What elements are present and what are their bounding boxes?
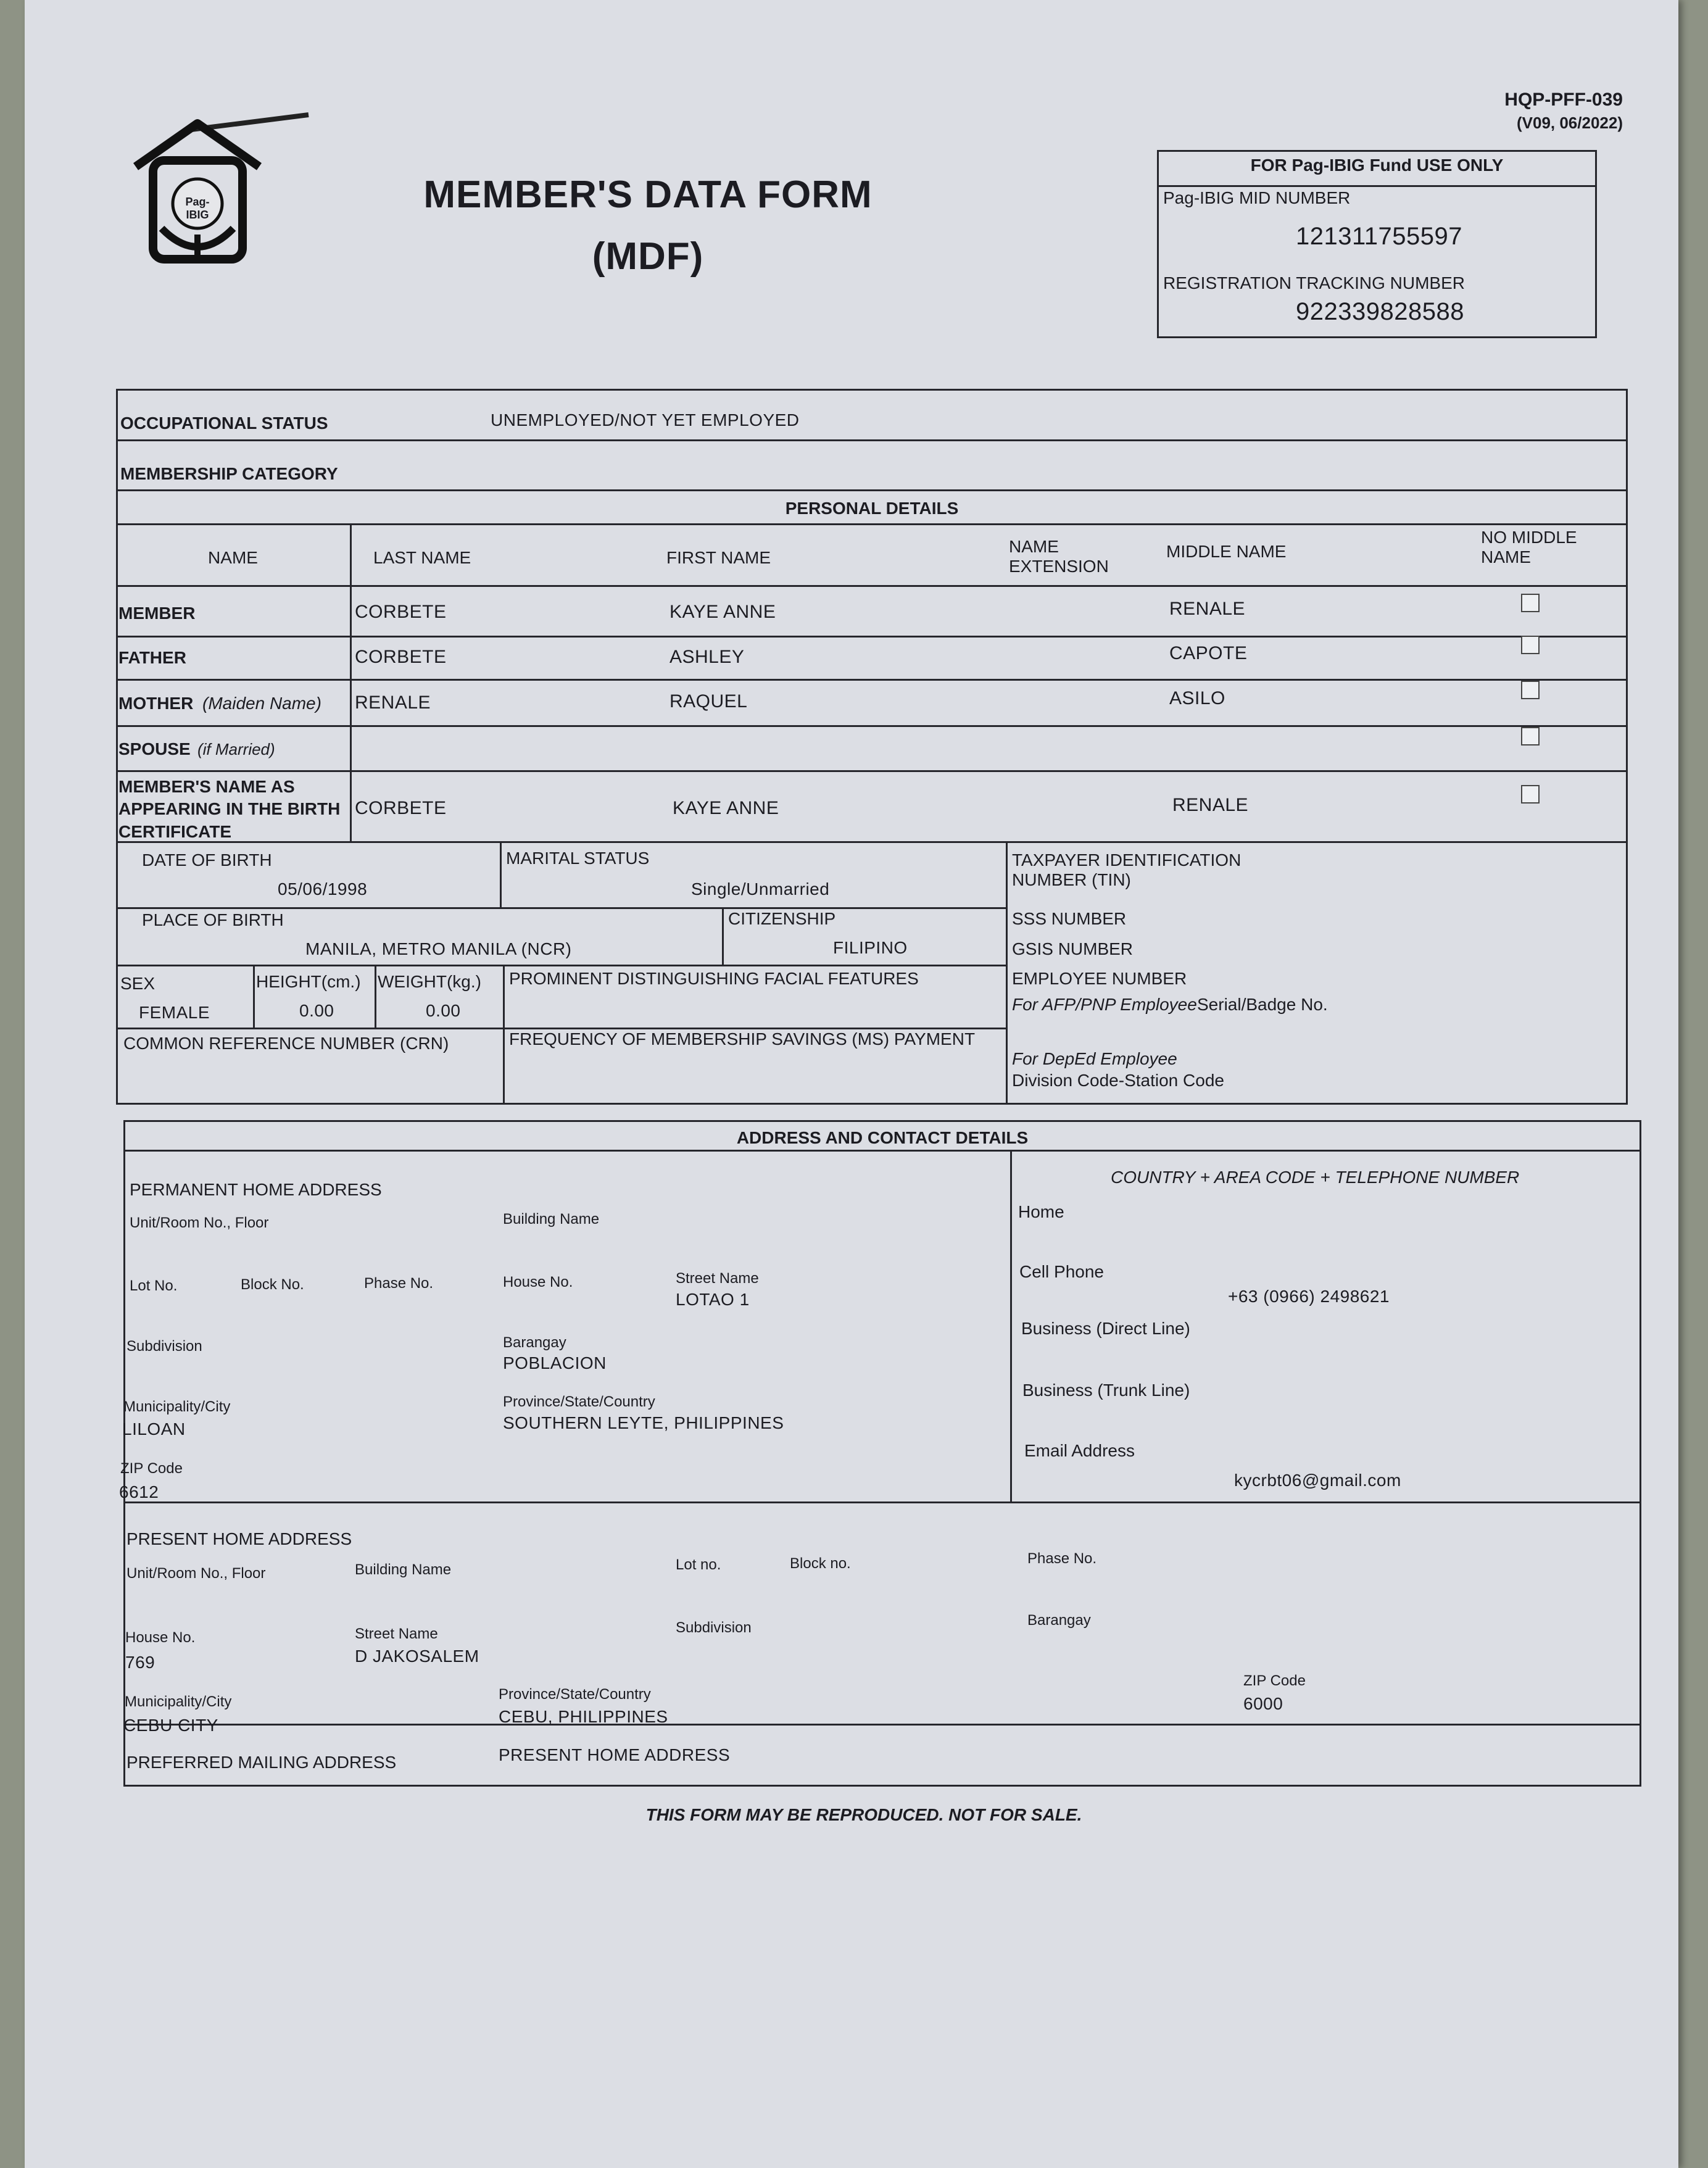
birth-cert-no-middle-checkbox[interactable] xyxy=(1521,785,1540,804)
row-mother-note: (Maiden Name) xyxy=(202,694,321,713)
perm-province-value[interactable]: SOUTHERN LEYTE, PHILIPPINES xyxy=(503,1413,784,1432)
form-title: MEMBER'S DATA FORM xyxy=(423,173,873,216)
perm-unit-label: Unit/Room No., Floor xyxy=(130,1215,269,1231)
perm-municipality-value[interactable]: LILOAN xyxy=(122,1419,186,1439)
pres-province-label: Province/State/Country xyxy=(499,1686,651,1703)
pres-province-value[interactable]: CEBU, PHILIPPINES xyxy=(499,1707,668,1726)
marital-status-value[interactable]: Single/Unmarried xyxy=(691,879,830,899)
birth-cert-first-name[interactable]: KAYE ANNE xyxy=(673,798,779,818)
form-code: HQP-PFF-039 xyxy=(1504,89,1623,110)
member-last-name[interactable]: CORBETE xyxy=(355,602,447,622)
row-member-label: MEMBER xyxy=(118,604,196,623)
perm-province-label: Province/State/Country xyxy=(503,1393,655,1410)
pres-lot-label: Lot no. xyxy=(676,1556,721,1573)
citizenship-value[interactable]: FILIPINO xyxy=(833,938,908,957)
perm-block-label: Block No. xyxy=(241,1276,304,1293)
member-middle-name[interactable]: RENALE xyxy=(1169,599,1246,619)
perm-municipality-label: Municipality/City xyxy=(123,1398,231,1415)
height-label: HEIGHT(cm.) xyxy=(256,972,361,991)
place-of-birth-value[interactable]: MANILA, METRO MANILA (NCR) xyxy=(305,939,572,958)
employee-number-label: EMPLOYEE NUMBER xyxy=(1012,969,1187,988)
mother-middle-name[interactable]: ASILO xyxy=(1169,688,1225,708)
father-no-middle-checkbox[interactable] xyxy=(1521,636,1540,654)
pres-zip-label: ZIP Code xyxy=(1243,1672,1306,1689)
permanent-address-title: PERMANENT HOME ADDRESS xyxy=(130,1180,382,1199)
col-header-last-name: LAST NAME xyxy=(373,548,471,567)
office-use-heading: FOR Pag-IBIG Fund USE ONLY xyxy=(1250,156,1504,175)
logo-text: Pag-IBIG xyxy=(185,196,210,221)
perm-barangay-value[interactable]: POBLACION xyxy=(503,1353,607,1373)
height-value[interactable]: 0.00 xyxy=(299,1001,334,1020)
cell-phone-value[interactable]: +63 (0966) 2498621 xyxy=(1228,1287,1390,1306)
ms-frequency-label: FREQUENCY OF MEMBERSHIP SAVINGS (MS) PAYMENT xyxy=(509,1029,976,1049)
pres-house-value[interactable]: 769 xyxy=(125,1653,155,1672)
perm-street-label: Street Name xyxy=(676,1270,759,1287)
row-spouse-label: SPOUSE xyxy=(118,739,191,758)
pres-municipality-value[interactable]: CEBU CITY xyxy=(123,1716,218,1735)
birth-cert-middle-name[interactable]: RENALE xyxy=(1172,795,1249,815)
occupational-status-label: OCCUPATIONAL STATUS xyxy=(120,413,328,433)
present-address-title: PRESENT HOME ADDRESS xyxy=(126,1529,352,1548)
afp-employee-label: For AFP/PNP Employee xyxy=(1012,995,1197,1014)
email-value[interactable]: kycrbt06@gmail.com xyxy=(1234,1471,1401,1490)
mother-no-middle-checkbox[interactable] xyxy=(1521,681,1540,699)
pres-building-label: Building Name xyxy=(355,1561,452,1578)
home-phone-label: Home xyxy=(1018,1202,1064,1221)
personal-section-box xyxy=(116,389,1628,1105)
pag-ibig-logo xyxy=(123,111,321,272)
occupational-status-value[interactable]: UNEMPLOYED/NOT YET EMPLOYED xyxy=(491,410,800,430)
col-header-no-middle-name: NO MIDDLE NAME xyxy=(1481,528,1577,567)
gsis-label: GSIS NUMBER xyxy=(1012,939,1134,958)
member-no-middle-checkbox[interactable] xyxy=(1521,594,1540,612)
col-header-name-extension: NAME EXTENSION xyxy=(1009,537,1109,576)
row-spouse-note: (if Married) xyxy=(197,740,275,758)
business-trunk-label: Business (Trunk Line) xyxy=(1022,1381,1190,1400)
afp-serial-label: Serial/Badge No. xyxy=(1197,995,1328,1014)
pres-unit-label: Unit/Room No., Floor xyxy=(126,1565,266,1582)
dob-value[interactable]: 05/06/1998 xyxy=(278,879,368,899)
father-first-name[interactable]: ASHLEY xyxy=(670,647,745,667)
pres-block-label: Block no. xyxy=(790,1555,851,1572)
cell-phone-label: Cell Phone xyxy=(1019,1262,1104,1281)
member-first-name[interactable]: KAYE ANNE xyxy=(670,602,776,622)
deped-employee-label: For DepEd Employee xyxy=(1012,1049,1177,1068)
business-direct-label: Business (Direct Line) xyxy=(1021,1319,1190,1338)
pres-street-value[interactable]: D JAKOSALEM xyxy=(355,1647,479,1666)
perm-subdivision-label: Subdivision xyxy=(126,1338,202,1355)
personal-details-title: PERSONAL DETAILS xyxy=(785,499,959,518)
father-last-name[interactable]: CORBETE xyxy=(355,647,447,667)
col-header-first-name: FIRST NAME xyxy=(666,548,771,567)
pres-zip-value[interactable]: 6000 xyxy=(1243,1694,1283,1713)
sex-label: SEX xyxy=(120,974,155,993)
mother-last-name[interactable]: RENALE xyxy=(355,692,431,713)
row-birth-cert-label: MEMBER'S NAME AS APPEARING IN THE BIRTH CERTIFICATE xyxy=(118,777,341,841)
perm-house-label: House No. xyxy=(503,1274,573,1290)
pres-municipality-label: Municipality/City xyxy=(125,1693,232,1710)
perm-building-label: Building Name xyxy=(503,1211,600,1227)
rtn-label: REGISTRATION TRACKING NUMBER xyxy=(1163,273,1465,293)
pres-phase-label: Phase No. xyxy=(1027,1550,1097,1567)
deped-division-label: Division Code-Station Code xyxy=(1012,1071,1224,1090)
pres-street-label: Street Name xyxy=(355,1626,438,1642)
citizenship-label: CITIZENSHIP xyxy=(728,909,836,928)
marital-status-label: MARITAL STATUS xyxy=(506,849,650,868)
mid-number-value: 121311755597 xyxy=(1296,223,1462,250)
form-sheet xyxy=(25,0,1678,2168)
address-section-box xyxy=(123,1120,1641,1787)
mailing-address-value[interactable]: PRESENT HOME ADDRESS xyxy=(499,1745,731,1764)
spouse-no-middle-checkbox[interactable] xyxy=(1521,727,1540,746)
birth-cert-last-name[interactable]: CORBETE xyxy=(355,798,447,818)
perm-barangay-label: Barangay xyxy=(503,1334,566,1351)
pres-house-label: House No. xyxy=(125,1629,196,1646)
place-of-birth-label: PLACE OF BIRTH xyxy=(142,910,284,929)
footer-note: THIS FORM MAY BE REPRODUCED. NOT FOR SALE. xyxy=(645,1805,1082,1824)
col-header-middle-name: MIDDLE NAME xyxy=(1166,542,1287,561)
address-section-title: ADDRESS AND CONTACT DETAILS xyxy=(736,1128,1029,1147)
mailing-address-label: PREFERRED MAILING ADDRESS xyxy=(126,1753,397,1772)
facial-features-label: PROMINENT DISTINGUISHING FACIAL FEATURES xyxy=(509,969,919,988)
perm-zip-value[interactable]: 6612 xyxy=(119,1482,159,1501)
mid-number-label: Pag-IBIG MID NUMBER xyxy=(1163,188,1351,207)
mother-first-name[interactable]: RAQUEL xyxy=(670,691,748,712)
col-header-name: NAME xyxy=(208,548,258,567)
perm-lot-label: Lot No. xyxy=(130,1277,178,1294)
weight-value[interactable]: 0.00 xyxy=(426,1001,461,1020)
email-label: Email Address xyxy=(1024,1441,1135,1460)
sss-label: SSS NUMBER xyxy=(1012,909,1127,928)
rtn-value: 922339828588 xyxy=(1296,298,1464,325)
pres-subdivision-label: Subdivision xyxy=(676,1619,752,1636)
row-mother-label: MOTHER xyxy=(118,694,194,713)
father-middle-name[interactable]: CAPOTE xyxy=(1169,643,1248,663)
pres-barangay-label: Barangay xyxy=(1027,1612,1091,1629)
crn-label: COMMON REFERENCE NUMBER (CRN) xyxy=(123,1034,449,1053)
dob-label: DATE OF BIRTH xyxy=(142,850,272,870)
tin-label: TAXPAYER IDENTIFICATION NUMBER (TIN) xyxy=(1012,850,1242,890)
sex-value[interactable]: FEMALE xyxy=(139,1003,210,1022)
perm-zip-label: ZIP Code xyxy=(120,1460,183,1477)
form-subtitle: (MDF) xyxy=(592,235,704,278)
perm-street-value[interactable]: LOTAO 1 xyxy=(676,1290,750,1309)
perm-phase-label: Phase No. xyxy=(364,1275,434,1292)
form-version: (V09, 06/2022) xyxy=(1516,114,1623,132)
membership-category-label: MEMBERSHIP CATEGORY xyxy=(120,464,338,483)
weight-label: WEIGHT(kg.) xyxy=(378,972,481,991)
contact-heading: COUNTRY + AREA CODE + TELEPHONE NUMBER xyxy=(1111,1168,1520,1187)
row-father-label: FATHER xyxy=(118,648,186,667)
